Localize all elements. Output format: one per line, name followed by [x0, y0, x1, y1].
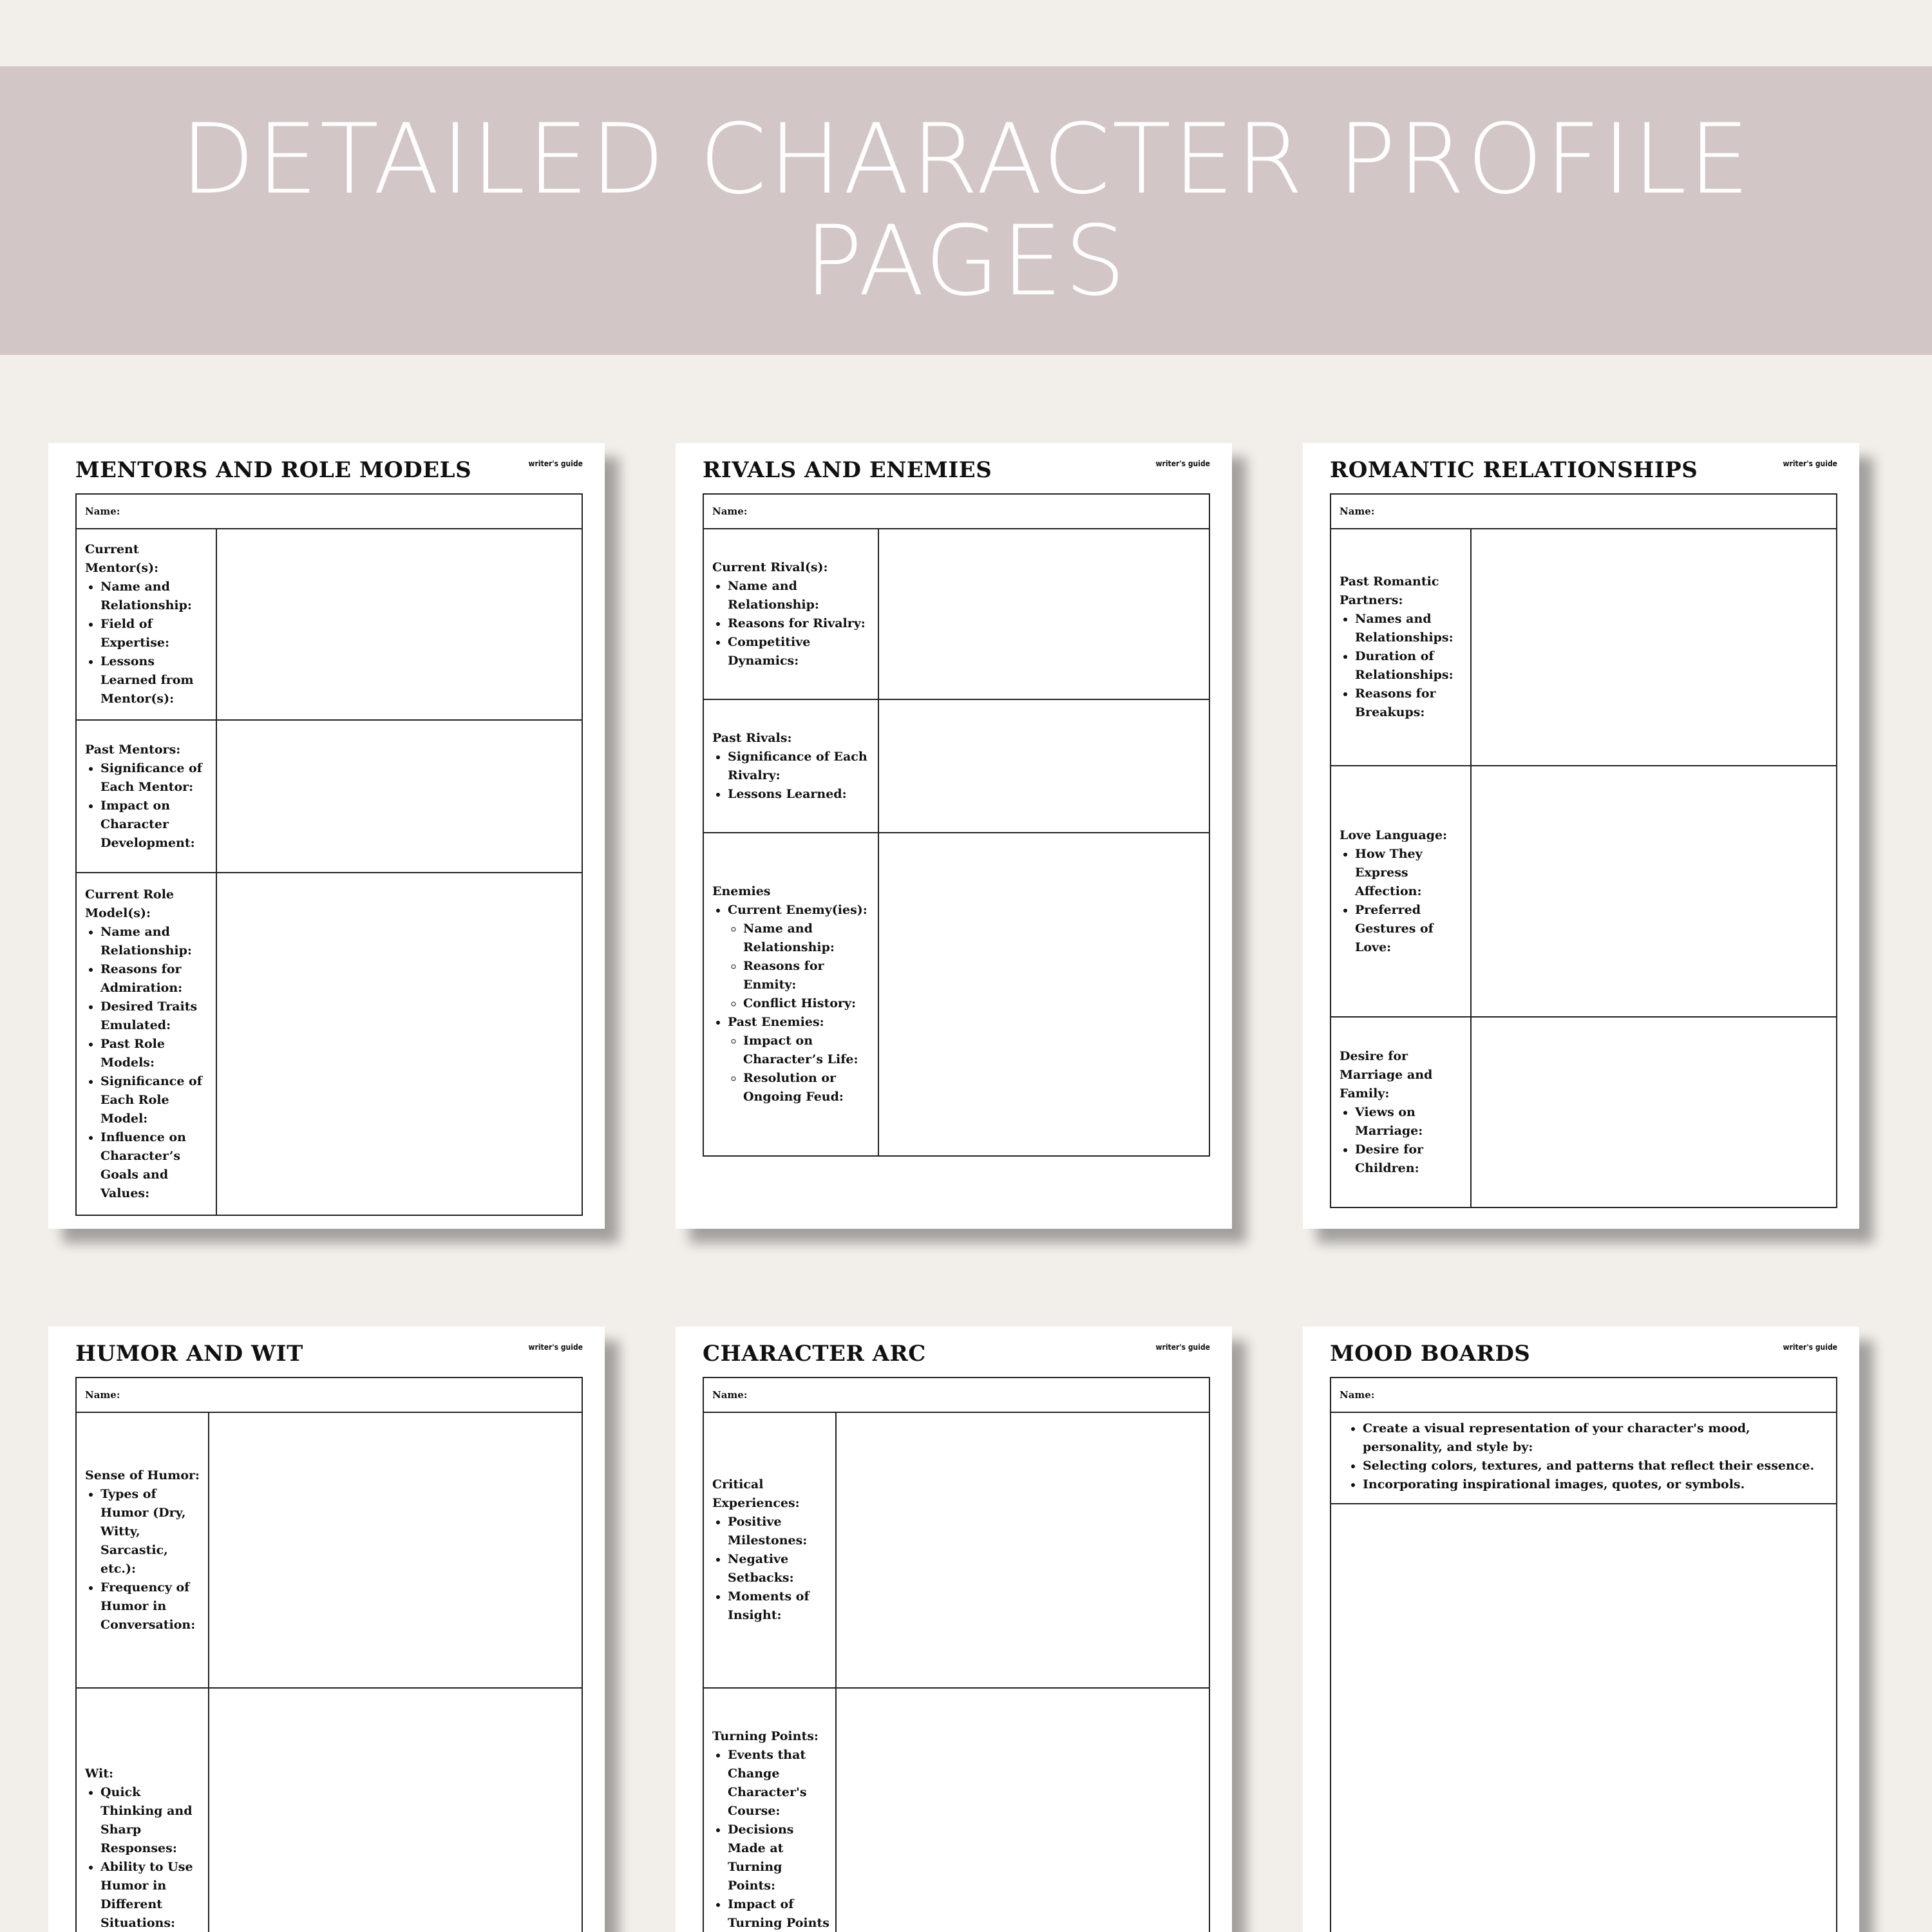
form-row — [1331, 766, 1836, 1018]
list-item — [728, 1013, 873, 1106]
row-label — [1331, 766, 1472, 1016]
answer-cell[interactable] — [879, 833, 1209, 1155]
list-item: • Competitive Dynamics: — [728, 633, 873, 670]
form-row — [77, 1689, 582, 1932]
row-label — [77, 529, 217, 719]
row-label — [77, 1689, 209, 1932]
name-field[interactable]: Name: — [1331, 1378, 1836, 1413]
list-item: • Desired Traits Emulated: — [100, 998, 211, 1035]
form-row — [704, 1689, 1209, 1932]
list-item: ◦ Resolution or Ongoing Feud: — [743, 1069, 873, 1106]
brand-label: writer's guide — [1155, 459, 1210, 468]
brand-label: writer's guide — [1783, 459, 1837, 468]
row-label — [1331, 529, 1472, 765]
row-label — [704, 1689, 837, 1932]
list-item: ◦ Reasons for Enmity: — [743, 957, 873, 994]
brand-label: writer's guide — [1155, 1343, 1210, 1352]
list-item: • Impact of Turning Points — [728, 1895, 830, 1932]
page-title: ROMANTIC RELATIONSHIPS — [1330, 457, 1698, 483]
list-item: • Lessons Learned: — [728, 785, 873, 804]
list-item — [728, 901, 873, 1013]
row-label — [704, 1413, 837, 1687]
row-heading: Current Rival(s): — [712, 560, 828, 574]
row-heading: Past Mentors: — [85, 742, 181, 757]
form-row — [704, 1413, 1209, 1689]
row-heading: Love Language: — [1340, 828, 1448, 842]
list-item: • Significance of Each Rivalry: — [728, 748, 873, 785]
page-title: MENTORS AND ROLE MODELS — [75, 457, 472, 483]
form-row — [77, 1413, 582, 1689]
form-table — [1330, 493, 1837, 1208]
mood-board-area[interactable] — [1331, 1504, 1836, 1932]
sub-heading: Current Enemy(ies): — [728, 903, 867, 917]
page-rivals — [676, 443, 1232, 1229]
row-heading: Current Role Model(s): — [85, 887, 175, 920]
list-item: • Desire for Children: — [1355, 1141, 1465, 1178]
row-heading: Current Mentor(s): — [85, 542, 159, 575]
banner-title-line-2: PAGES — [804, 205, 1128, 317]
answer-cell[interactable] — [1472, 766, 1836, 1016]
list-item: • Duration of Relationships: — [1355, 647, 1465, 685]
list-item: • How They Express Affection: — [1355, 845, 1465, 901]
list-item: • Name and Relationship: — [728, 577, 873, 614]
page-title: CHARACTER ARC — [703, 1341, 926, 1367]
list-item: ◦ Impact on Character’s Life: — [743, 1032, 873, 1069]
list-item: • Reasons for Rivalry: — [728, 614, 873, 633]
list-item: • Name and Relationship: — [100, 578, 211, 615]
form-table — [703, 493, 1210, 1157]
list-item: • Significance of Each Role Model: — [100, 1072, 211, 1128]
row-label — [77, 721, 217, 872]
answer-cell[interactable] — [837, 1413, 1209, 1687]
row-heading: Sense of Humor: — [85, 1468, 200, 1482]
list-item: • Reasons for Admiration: — [100, 960, 211, 998]
form-row — [704, 700, 1209, 833]
list-item: ◦ Name and Relationship: — [743, 920, 873, 957]
form-table — [1330, 1377, 1837, 1932]
row-label — [704, 833, 879, 1155]
list-item: • Types of Humor (Dry, Witty, Sarcastic, etc.): — [100, 1485, 203, 1578]
form-row — [77, 721, 582, 873]
page-romantic — [1303, 443, 1859, 1229]
form-row — [704, 529, 1209, 700]
page-humor — [48, 1327, 605, 1932]
row-heading: Wit: — [85, 1766, 114, 1781]
list-item: • Name and Relationship: — [100, 923, 211, 960]
form-table — [75, 493, 583, 1216]
page-title: RIVALS AND ENEMIES — [703, 457, 992, 483]
answer-cell[interactable] — [209, 1689, 582, 1932]
form-table — [75, 1377, 583, 1932]
answer-cell[interactable] — [879, 529, 1209, 699]
page-title: MOOD BOARDS — [1330, 1341, 1531, 1367]
form-table — [703, 1377, 1210, 1932]
form-row — [704, 833, 1209, 1155]
answer-cell[interactable] — [1472, 529, 1836, 765]
row-heading: Turning Points: — [712, 1729, 819, 1743]
list-item: • Lessons Learned from Mentor(s): — [100, 652, 211, 708]
page-mood-boards — [1303, 1327, 1859, 1932]
list-item: • Significance of Each Mentor: — [100, 759, 211, 797]
list-item: • Events that Change Character's Course: — [728, 1746, 830, 1821]
row-label — [1331, 1018, 1472, 1207]
page-title: HUMOR AND WIT — [75, 1341, 303, 1367]
name-field[interactable]: Name: — [77, 495, 582, 529]
name-field[interactable]: Name: — [704, 1378, 1209, 1413]
list-item: • Impact on Character Development: — [100, 797, 211, 853]
list-item: • Quick Thinking and Sharp Responses: — [100, 1783, 203, 1858]
list-item: • Names and Relationships: — [1355, 610, 1465, 647]
row-heading: Desire for Marriage and Family: — [1340, 1048, 1433, 1101]
sub-heading: Past Enemies: — [728, 1015, 824, 1029]
form-row — [77, 529, 582, 721]
row-label — [77, 1413, 209, 1687]
name-field[interactable]: Name: — [1331, 495, 1836, 529]
banner-title-line-1: DETAILED CHARACTER PROFILE — [180, 104, 1752, 216]
page-mentors — [48, 443, 605, 1229]
title-banner — [0, 66, 1932, 355]
row-heading: Past Rivals: — [712, 730, 792, 745]
list-item: • Ability to Use Humor in Different Situations: — [100, 1858, 203, 1932]
answer-cell[interactable] — [209, 1413, 582, 1687]
brand-label: writer's guide — [1783, 1343, 1837, 1352]
list-item: • Incorporating inspirational images, quotes, or symbols. — [1363, 1475, 1827, 1494]
answer-cell[interactable] — [217, 873, 582, 1215]
list-item: • Decisions Made at Turning Points: — [728, 1821, 830, 1895]
page-character-arc — [676, 1327, 1232, 1932]
list-item: • Positive Milestones: — [728, 1513, 830, 1550]
list-item: • Selecting colors, textures, and patterns that reflect their essence. — [1363, 1457, 1827, 1475]
row-label — [77, 873, 217, 1215]
list-item: • Preferred Gestures of Love: — [1355, 901, 1465, 957]
list-item: ◦ Conflict History: — [743, 994, 873, 1013]
brand-label: writer's guide — [528, 459, 583, 468]
name-field[interactable]: Name: — [77, 1378, 582, 1413]
instructions-box — [1331, 1413, 1836, 1504]
row-heading: Enemies — [712, 884, 771, 898]
row-label — [704, 700, 879, 832]
list-item: • Views on Marriage: — [1355, 1103, 1465, 1141]
row-heading: Past Romantic Partners: — [1340, 574, 1439, 607]
list-item: • Frequency of Humor in Conversation: — [100, 1578, 203, 1634]
list-item: • Reasons for Breakups: — [1355, 685, 1465, 722]
list-item: • Influence on Character’s Goals and Values: — [100, 1128, 211, 1203]
form-row — [1331, 1018, 1836, 1207]
list-item: • Negative Setbacks: — [728, 1550, 830, 1587]
answer-cell[interactable] — [1472, 1018, 1836, 1207]
row-heading: Critical Experiences: — [712, 1477, 800, 1510]
name-field[interactable]: Name: — [704, 495, 1209, 529]
answer-cell[interactable] — [217, 721, 582, 872]
form-row — [1331, 529, 1836, 766]
answer-cell[interactable] — [217, 529, 582, 719]
answer-cell[interactable] — [837, 1689, 1209, 1932]
form-row — [77, 873, 582, 1215]
list-item: • Moments of Insight: — [728, 1587, 830, 1625]
list-item: • Past Role Models: — [100, 1035, 211, 1072]
answer-cell[interactable] — [879, 700, 1209, 832]
row-label — [704, 529, 879, 699]
brand-label: writer's guide — [528, 1343, 583, 1352]
list-item: • Field of Expertise: — [100, 615, 211, 652]
list-item: • Create a visual representation of your character's mood, personality, and style by: — [1363, 1419, 1827, 1457]
